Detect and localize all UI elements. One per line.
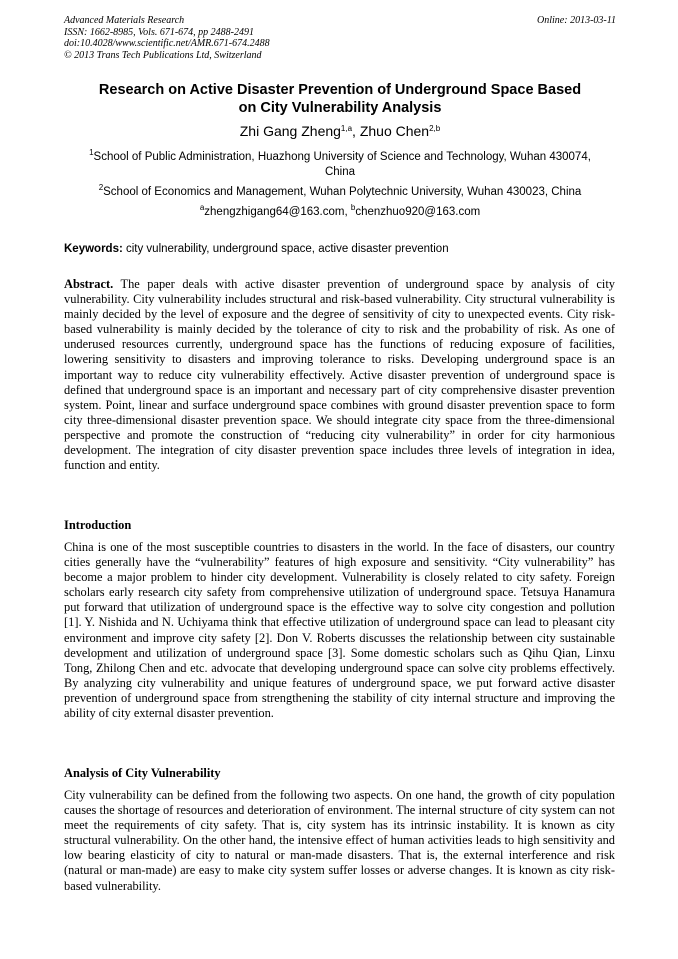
- title-line-2: on City Vulnerability Analysis: [238, 100, 442, 116]
- section-heading-introduction: Introduction: [64, 518, 132, 532]
- author-2-affiliation-mark: 2,b: [429, 124, 441, 133]
- affiliation-2: [64, 185, 616, 200]
- journal-name: Advanced Materials Research: [64, 15, 185, 26]
- introduction-paragraph: China is one of the most susceptible countries to disasters in the world. In the face of disasters, our country cities generally have the “vulnerability” features of high exposure and sensitivity. “City vulnerability” has become a major problem to hinder city development. Vulnerability is closely related to city safety. Foreign scholars early research city safety from comprehensive utilization of underground space. Tetsuya Hanamura put forward that utilization of underground space is the effective way to solve city congestion and pollution [1]. Y. Nishida and N. Uchiyama think that effective utilization of underground space can lead to pleasant city environment and improve city safety [2]. Don V. Roberts discusses the relationship between city sustainable development and utilization of underground space [3]. Some domestic scholars such as Qihu Qian, Linxu Tong, Zhilong Chen and etc. advocate that developing underground space can solve city problems effectively. By analyzing city vulnerability and unique features of underground space, we put forward active disaster prevention of underground space from strengthening the stability of city internal structure and improving the ability of city external disaster prevention.: [64, 540, 615, 721]
- copyright-line: © 2013 Trans Tech Publications Ltd, Switzerland: [64, 49, 262, 61]
- issn-line: ISSN: 1662-8985, Vols. 671-674, pp 2488-2491: [64, 26, 254, 38]
- affiliation-1-line-1: School of Public Administration, Huazhong University of Science and Technology, Wuhan 430074,: [93, 151, 591, 163]
- online-date: Online: 2013-03-11: [537, 15, 616, 26]
- affiliation-1-line-2: China: [324, 166, 356, 178]
- paper-title: [64, 81, 616, 117]
- abstract-label: Abstract.: [64, 277, 114, 291]
- author-list: [64, 122, 616, 140]
- doi-line: doi:10.4028/www.scientific.net/AMR.671-674.2488: [64, 38, 270, 49]
- affiliation-1-mark: 1: [89, 148, 94, 157]
- abstract-text: The paper deals with active disaster prevention of underground space by analysis of city vulnerability. City vulnerability includes structural and risk-based vulnerability. City structural vulnerability is mainly decided by the level of exposure and the degree of sensitivity of city to unexpected events. City risk-based vulnerability is mainly decided by the tolerance of city to risk and the probability of risk. As one of underused resources currently, underground space has the functions of reducing exposure of facilities, lowering sensitivity to disasters and improving tolerance to risks. Developing underground space is an important way to reduce city vulnerability effectively. Active disaster prevention of underground space is defined that underground space is an important and necessary part of city comprehensive disaster prevention system. Point, linear and surface underground space combines with ground disaster prevention space to form city three-dimensional disaster prevention space. We should integrate city space from the three-dimensional perspective and promote the construction of “reducing city vulnerability” in order for city harmonious development. The integration of city disaster prevention space includes three levels of integration in idea, function and entity.: [64, 277, 615, 473]
- email-b-mark: b: [350, 203, 356, 212]
- section-heading-analysis: Analysis of City Vulnerability: [64, 766, 221, 780]
- journal-header: [64, 15, 616, 61]
- affiliation-2-text: School of Economics and Management, Wuhan Polytechnic University, Wuhan 430023, China: [103, 186, 582, 198]
- abstract: [64, 277, 615, 473]
- keywords: [64, 242, 616, 257]
- affiliation-2-mark: 2: [98, 183, 104, 192]
- title-line-1: Research on Active Disaster Prevention of Underground Space Based: [98, 82, 582, 98]
- affiliation-1: [64, 150, 616, 180]
- email-b[interactable]: chenzhuo920@163.com: [355, 206, 481, 218]
- email-a[interactable]: zhengzhigang64@163.com,: [204, 206, 351, 218]
- email-a-mark: a: [199, 203, 205, 212]
- keywords-text: city vulnerability, underground space, active disaster prevention: [122, 243, 449, 255]
- analysis-paragraph: City vulnerability can be defined from the following two aspects. On one hand, the growth of city population causes the shortage of resources and deterioration of environment. The internal structure of city system can not meet the requirements of city safety. That is, city system has its intrinsic instability. It is known as city structural vulnerability. On the other hand, the intensive effect of human activities leads to high sensitivity and low bearing elasticity of city to natural or man-made disasters. That is, the external interference and risk (natural or man-made) are easy to make city system suffer losses or adverse changes. It is known as city risk-based vulnerability.: [64, 788, 615, 893]
- keywords-label: Keywords:: [64, 243, 123, 255]
- author-2: Zhuo Chen: [359, 123, 430, 139]
- author-1: Zhi Gang Zheng: [239, 123, 341, 139]
- author-separator: ,: [352, 123, 360, 139]
- author-emails: [64, 205, 616, 220]
- author-1-affiliation-mark: 1,a: [340, 124, 353, 133]
